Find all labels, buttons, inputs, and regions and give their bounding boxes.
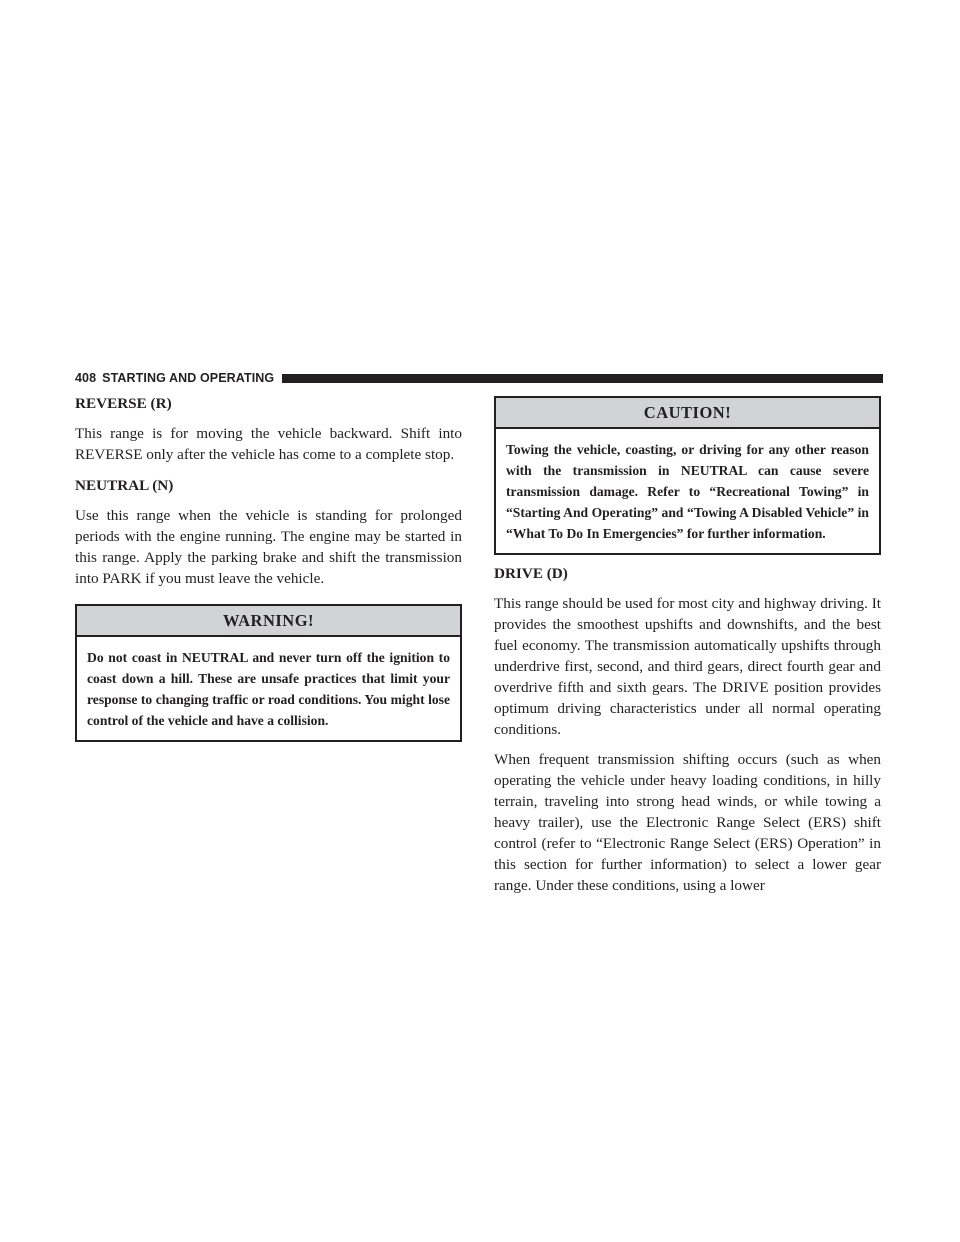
drive-heading: DRIVE (D) [494, 565, 568, 582]
caution-box [494, 396, 881, 555]
warning-box [75, 604, 462, 742]
caution-text: Towing the vehicle, coasting, or driving for any other reason with the transmission in NEUTRAL can cause severe transmission damage. Refer to “Recreational Towing” in “Starting And Operating” and “Towing A Disabled Vehicle” in “What To Do In Emergencies” for further information. [506, 442, 869, 541]
neutral-heading: NEUTRAL (N) [75, 477, 174, 494]
page-number: 408 [75, 371, 97, 385]
warning-text: Do not coast in NEUTRAL and never turn off the ignition to coast down a hill. These are unsafe practices that limit your response to changing traffic or road conditions. You might lose control of the vehicle and have a collision. [87, 650, 450, 728]
reverse-heading: REVERSE (R) [75, 395, 172, 412]
neutral-text: Use this range when the vehicle is standing for prolonged periods with the engine running. The engine may be started in this range. Apply the parking brake and shift the transmission into PARK if you must leave the vehicle. [75, 507, 462, 587]
caution-title: CAUTION! [496, 398, 879, 429]
right-column [494, 396, 881, 905]
warning-title: WARNING! [77, 606, 460, 637]
header-rule [282, 374, 883, 383]
left-column [75, 392, 462, 742]
section-title: STARTING AND OPERATING [102, 371, 275, 385]
running-header [75, 370, 883, 386]
reverse-text: This range is for moving the vehicle backward. Shift into REVERSE only after the vehicle has come to a complete stop. [75, 425, 462, 463]
drive-paragraph-2: When frequent transmission shifting occurs (such as when operating the vehicle under heavy loading conditions, in hilly terrain, traveling into strong head winds, or while towing a heavy trailer), use the Electronic Range Select (ERS) shift control (refer to “Electronic Range Select (ERS) Operation” in this section for further information) to select a lower gear range. Under these conditions, using a lower [494, 751, 881, 894]
drive-paragraph-1: This range should be used for most city and highway driving. It provides the smoothest upshifts and downshifts, and the best fuel economy. The transmission automatically upshifts through underdrive first, second, and third gears, direct fourth gear and overdrive fifth and sixth gears. The DRIVE position provides optimum driving characteristics under all normal operating conditions. [494, 595, 881, 738]
